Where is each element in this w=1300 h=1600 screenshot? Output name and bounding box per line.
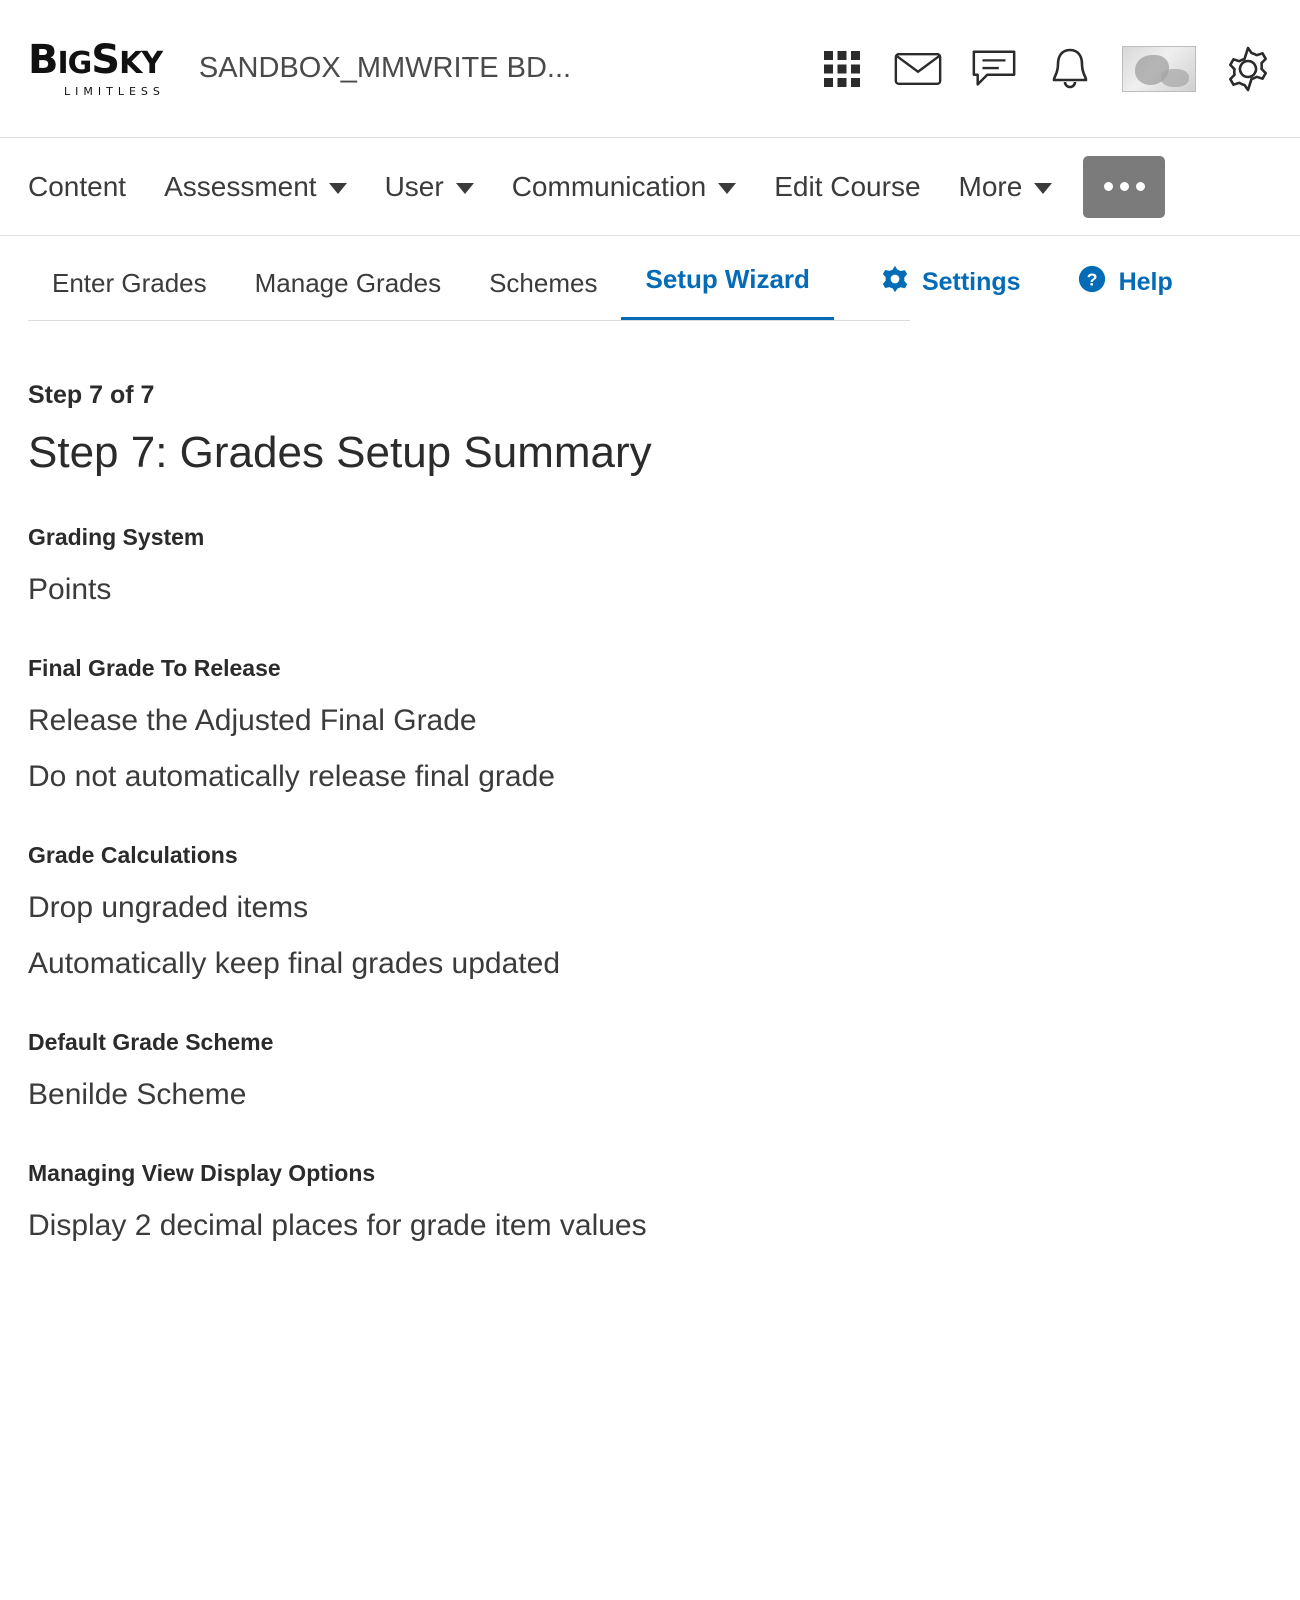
nav-label: Assessment	[164, 170, 317, 202]
section-value: Drop ungraded items	[28, 891, 309, 924]
chevron-down-icon	[718, 183, 736, 194]
main-navigation	[0, 138, 1300, 236]
email-icon[interactable]	[894, 45, 942, 93]
ellipsis-icon	[1136, 182, 1145, 191]
top-header-bar	[0, 0, 1300, 138]
chevron-down-icon	[329, 183, 347, 194]
nav-item-user[interactable]	[366, 161, 493, 213]
subtab-action-group	[880, 264, 1173, 321]
section-heading: Grading System	[28, 524, 205, 550]
nav-label: Content	[28, 170, 127, 202]
tab-enter-grades[interactable]: Enter Grades	[52, 268, 207, 298]
bell-icon[interactable]	[1046, 45, 1094, 93]
setup-wizard-summary	[0, 321, 1300, 1243]
section-heading: Grade Calculations	[28, 842, 238, 868]
grades-subtab-bar	[0, 236, 1300, 321]
section-value: Benilde Scheme	[28, 1078, 247, 1111]
bigsky-logo[interactable]	[28, 37, 165, 98]
step-indicator: Step 7 of 7	[28, 381, 155, 409]
page-title: Step 7: Grades Setup Summary	[28, 428, 652, 477]
gear-icon	[880, 264, 910, 301]
section-heading: Default Grade Scheme	[28, 1029, 274, 1055]
section-value: Display 2 decimal places for grade item values	[28, 1209, 647, 1242]
summary-section-grading-system	[28, 524, 1272, 607]
logo-wordmark: BIGSKY	[28, 37, 163, 83]
section-value: Do not automatically release final grade	[28, 760, 555, 793]
tab-manage-grades[interactable]: Manage Grades	[254, 268, 442, 298]
settings-button[interactable]	[880, 264, 1021, 301]
gear-icon[interactable]	[1224, 45, 1272, 93]
waffle-menu-icon[interactable]	[818, 45, 866, 93]
nav-item-communication[interactable]	[493, 161, 756, 213]
logo-tagline: LIMITLESS	[64, 85, 165, 98]
chevron-down-icon	[1034, 183, 1052, 194]
section-heading: Managing View Display Options	[28, 1160, 376, 1186]
tab-setup-wizard[interactable]: Setup Wizard	[621, 254, 833, 321]
nav-item-assessment[interactable]	[145, 161, 366, 213]
summary-section-final-grade-to-release	[28, 655, 1272, 794]
summary-section-default-grade-scheme	[28, 1029, 1272, 1112]
header-icon-group	[818, 45, 1272, 93]
nav-label: User	[384, 170, 444, 202]
summary-section-grade-calculations	[28, 842, 1272, 981]
avatar[interactable]	[1122, 46, 1196, 92]
svg-text:?: ?	[1086, 269, 1097, 290]
section-value: Automatically keep final grades updated	[28, 947, 561, 980]
nav-item-content[interactable]	[28, 161, 145, 213]
summary-section-managing-view-display-options	[28, 1160, 1272, 1243]
nav-label: Communication	[511, 170, 707, 202]
help-circle-icon	[1077, 264, 1107, 301]
settings-label: Settings	[921, 268, 1021, 296]
ellipsis-icon	[1120, 182, 1129, 191]
ellipsis-icon	[1104, 182, 1113, 191]
section-heading: Final Grade To Release	[28, 655, 281, 681]
message-icon[interactable]	[970, 45, 1018, 93]
tab-schemes[interactable]: Schemes	[489, 268, 598, 298]
nav-item-edit-course[interactable]	[755, 161, 939, 213]
nav-label: Edit Course	[774, 170, 921, 202]
section-value: Release the Adjusted Final Grade	[28, 704, 477, 737]
help-label: Help	[1118, 268, 1173, 296]
subtab-divider	[28, 320, 910, 321]
help-button[interactable]	[1077, 264, 1173, 301]
nav-item-more[interactable]	[940, 161, 1072, 213]
section-value: Points	[28, 573, 112, 606]
nav-label: More	[958, 170, 1023, 202]
course-title: SANDBOX_MMWRITE BD...	[198, 52, 572, 84]
nav-overflow-button[interactable]	[1083, 156, 1165, 218]
chevron-down-icon	[456, 183, 474, 194]
